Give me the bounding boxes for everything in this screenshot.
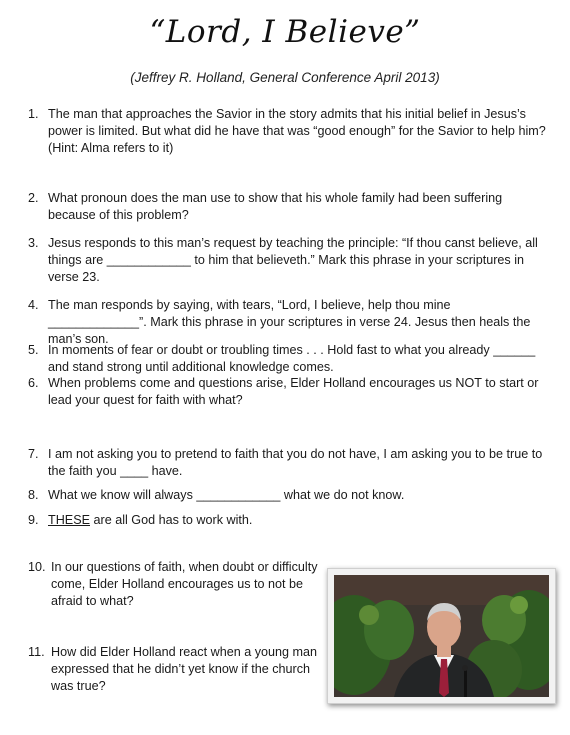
question-number: 4.	[28, 298, 39, 312]
question-text: I am not asking you to pretend to faith that you do not have, I am asking you to be true to the faith you ____ have.	[48, 447, 543, 478]
question-number: 9.	[28, 513, 39, 527]
question-6	[28, 375, 548, 409]
question-5	[28, 342, 548, 376]
page-subtitle: (Jeffrey R. Holland, General Conference April 2013)	[130, 70, 440, 85]
question-text: The man that approaches the Savior in the story admits that his initial belief in Jesus’s power is limited. But what did he have that was “good enough” for the Savior to help him? (Hint: Alma refers to it)	[48, 107, 546, 155]
question-11	[28, 644, 318, 695]
speaker-photo-illustration	[334, 575, 549, 697]
question-text: Jesus responds to this man’s request by teaching the principle: “If thou canst believe, all things are ____________ to him that believeth.” Mark this phrase in your scriptures in verse 23.	[48, 236, 538, 284]
question-2	[28, 190, 548, 224]
question-text: In our questions of faith, when doubt or difficulty come, Elder Holland encourages us to not be afraid to what?	[51, 560, 318, 608]
page-title: “Lord, I Believe”	[149, 14, 421, 50]
question-number: 1.	[28, 107, 39, 121]
question-7	[28, 446, 548, 480]
question-number: 10.	[28, 560, 46, 574]
question-text: The man responds by saying, with tears, “Lord, I believe, help thou mine _____________”. Mark this phrase in your scriptures in verse 24. Jesus then heals the man’s son.	[48, 298, 531, 346]
emphasis-word: THESE	[48, 513, 90, 527]
question-text: In moments of fear or doubt or troubling times . . . Hold fast to what you already ______ and stand strong until additional knowledge comes.	[48, 343, 536, 374]
question-text: What we know will always ____________ what we do not know.	[48, 488, 405, 502]
speaker-photo	[327, 568, 556, 704]
question-text: What pronoun does the man use to show that his whole family had been suffering because of this problem?	[48, 191, 503, 222]
question-number: 11.	[28, 645, 45, 659]
question-number: 3.	[28, 236, 39, 250]
question-number: 8.	[28, 488, 39, 502]
question-number: 7.	[28, 447, 39, 461]
question-number: 6.	[28, 376, 39, 390]
question-text	[28, 512, 548, 529]
question-text: How did Elder Holland react when a young man expressed that he didn’t yet know if the church was true?	[51, 645, 318, 693]
question-text: When problems come and questions arise, Elder Holland encourages us NOT to start or lead your quest for faith with what?	[48, 376, 539, 407]
question-number: 2.	[28, 191, 39, 205]
question-4	[28, 297, 548, 348]
question-number: 5.	[28, 343, 39, 357]
question-3	[28, 235, 548, 286]
question-9	[28, 512, 548, 529]
question-text-rest: are all God has to work with.	[90, 513, 253, 527]
question-10	[28, 559, 318, 610]
question-1	[28, 106, 548, 157]
question-8	[28, 487, 548, 504]
